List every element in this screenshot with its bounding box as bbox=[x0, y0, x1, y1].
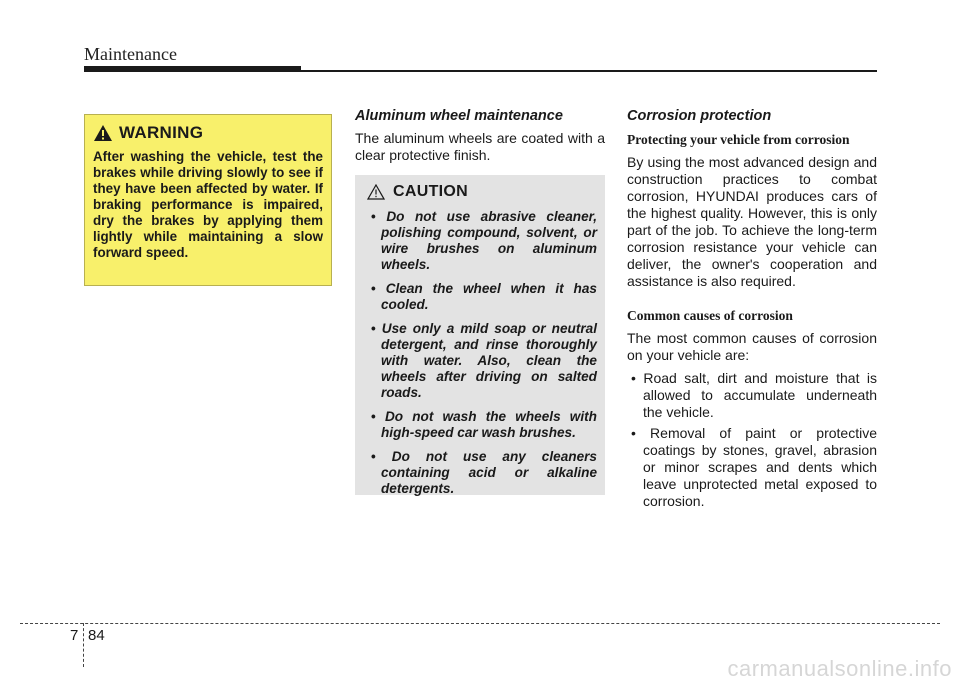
aluminum-section bbox=[355, 108, 605, 164]
warning-text: After washing the vehicle, test the brakes while driving slowly to see if they have been affected by water. If braking performance is impaired, dry the brakes by applying them lightly while maintaining a slow forward speed. bbox=[93, 149, 323, 260]
corrosion-causes-list bbox=[627, 370, 877, 510]
page-number: 84 bbox=[88, 627, 105, 644]
corrosion-paragraph-1: By using the most advanced design and construction practices to combat corrosion, HYUNDAI produces cars of the highest quality. However, this is only part of the job. To achieve the long-term corrosion resistance your vehicle can deliver, the owner's cooperation and assistance is also required. bbox=[627, 154, 877, 289]
warning-box bbox=[84, 114, 332, 286]
watermark: carmanualsonline.info bbox=[727, 656, 952, 681]
caution-title: CAUTION bbox=[393, 183, 468, 200]
warning-title: WARNING bbox=[119, 123, 204, 142]
caution-item: • Do not use abrasive cleaner, polishing compound, solvent, or wire brushes on aluminum wheels. bbox=[367, 209, 597, 273]
caution-item: • Clean the wheel when it has cooled. bbox=[367, 281, 597, 313]
warning-header bbox=[93, 123, 323, 143]
warning-triangle-icon bbox=[93, 124, 113, 142]
aluminum-heading: Aluminum wheel maintenance bbox=[355, 108, 563, 124]
caution-list bbox=[367, 209, 597, 497]
corrosion-subheading-causes: Common causes of corrosion bbox=[627, 308, 793, 323]
corrosion-paragraph-2: The most common causes of corrosion on your vehicle are: bbox=[627, 330, 877, 363]
caution-item: • Do not use any cleaners containing acid or alkaline detergents. bbox=[367, 449, 597, 497]
list-item: • Removal of paint or protective coatings by stones, gravel, abrasion or minor scrapes and dents which leave unprotected metal exposed to corrosion. bbox=[627, 425, 877, 510]
caution-box bbox=[355, 175, 605, 495]
list-item: • Road salt, dirt and moisture that is allowed to accumulate underneath the vehicle. bbox=[627, 370, 877, 421]
caution-header bbox=[367, 183, 597, 201]
aluminum-text: The aluminum wheels are coated with a clear protective finish. bbox=[355, 130, 605, 163]
chapter-number: 7 bbox=[70, 627, 79, 644]
header-rule-thick bbox=[84, 66, 301, 72]
corrosion-heading: Corrosion protection bbox=[627, 108, 772, 124]
corrosion-subheading-protecting: Protecting your vehicle from corrosion bbox=[627, 132, 850, 147]
caution-item: • Do not wash the wheels with high-speed car wash brushes. bbox=[367, 409, 597, 441]
header-rule-thin bbox=[301, 70, 877, 72]
corrosion-section bbox=[627, 108, 877, 514]
caution-triangle-icon bbox=[367, 184, 385, 200]
caution-item: • Use only a mild soap or neutral detergent, and rinse thoroughly with water. Also, clean the wheels after driving on salted roads. bbox=[367, 321, 597, 401]
footer-divider bbox=[83, 623, 84, 667]
footer-rule bbox=[20, 623, 940, 624]
page-section-title: Maintenance bbox=[84, 44, 177, 64]
